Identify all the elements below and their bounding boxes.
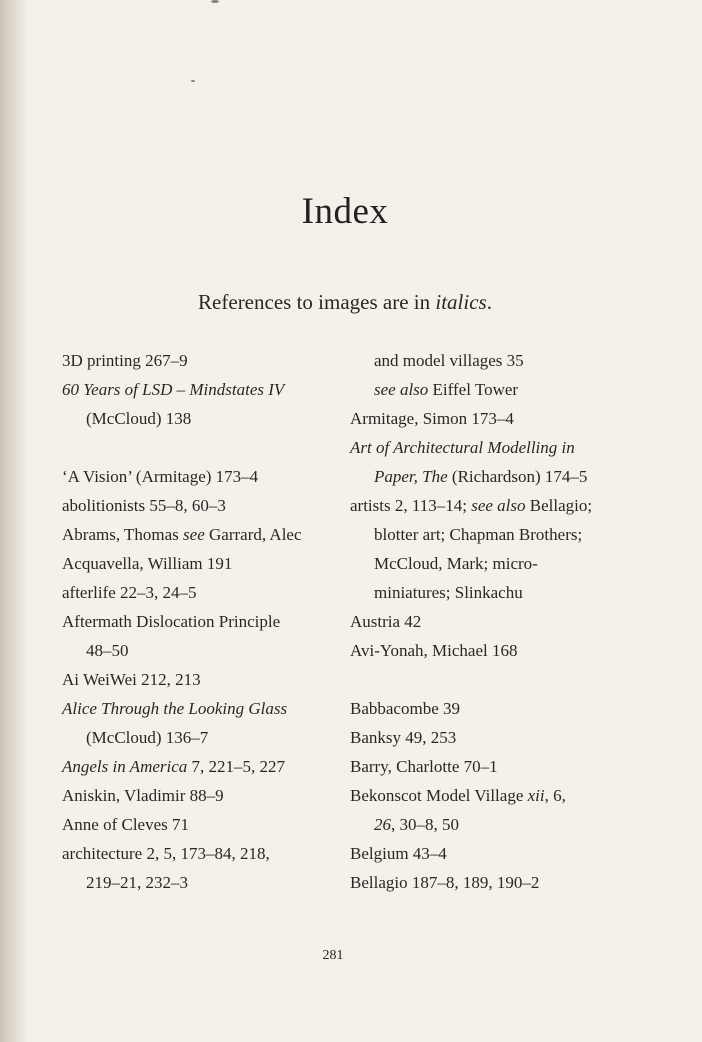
- index-entry-line: [62, 346, 352, 375]
- index-entry-line: [350, 433, 680, 462]
- index-entry-text: Abrams, Thomas: [62, 525, 184, 544]
- index-entry-italic: xii: [527, 786, 545, 805]
- index-entry-text: Anne of Cleves 71: [62, 815, 190, 834]
- index-section-gap: [62, 433, 352, 462]
- index-entry-text: (Richardson) 174–5: [447, 467, 588, 486]
- index-entry-italic: Angels in America: [62, 757, 188, 776]
- index-entry-text: Bekonscot Model Village: [350, 786, 528, 805]
- index-entry-text: Bellagio 187–8, 189, 190–2: [350, 873, 540, 892]
- index-entry-line: [350, 578, 680, 607]
- index-entry-text: , 30–8, 50: [391, 815, 459, 834]
- index-entry-text: Babbacombe 39: [350, 699, 460, 718]
- index-entry-text: 219–21, 232–3: [86, 873, 188, 892]
- index-entry-text: blotter art; Chapman Brothers;: [374, 525, 583, 544]
- index-entry-line: [62, 839, 352, 868]
- index-section-gap: [350, 665, 680, 694]
- index-entry-line: [350, 839, 680, 868]
- index-entry-italic: see: [183, 525, 205, 544]
- index-entry-text: afterlife 22–3, 24–5: [62, 583, 197, 602]
- index-entry-text: artists 2, 113–14;: [350, 496, 472, 515]
- index-entry-line: [62, 781, 352, 810]
- index-entry-text: architecture 2, 5, 173–84, 218,: [62, 844, 270, 863]
- index-note-italic: italics: [435, 290, 487, 314]
- index-entry-line: [350, 868, 680, 897]
- index-entry-italic: 60 Years of LSD – Mindstates IV: [62, 380, 285, 399]
- index-entry-italic: Paper, The: [374, 467, 448, 486]
- index-entry-line: [62, 549, 352, 578]
- index-entry-text: abolitionists 55–8, 60–3: [62, 496, 226, 515]
- index-entry-text: Garrard, Alec: [204, 525, 302, 544]
- index-entry-text: Eiffel Tower: [428, 380, 519, 399]
- index-entry-text: , 6,: [544, 786, 566, 805]
- index-entry-line: [350, 375, 680, 404]
- index-entry-text: Bellagio;: [525, 496, 593, 515]
- index-entry-italic: see also: [374, 380, 429, 399]
- index-entry-line: [350, 694, 680, 723]
- index-entry-text: Aftermath Dislocation Principle: [62, 612, 281, 631]
- index-entry-text: Banksy 49, 253: [350, 728, 457, 747]
- index-title: Index: [301, 191, 389, 232]
- index-entry-line: [350, 520, 680, 549]
- index-entry-line: [62, 868, 352, 897]
- index-entry-line: [62, 752, 352, 781]
- index-entry-text: McCloud, Mark; micro-: [374, 554, 538, 573]
- index-entry-line: [62, 636, 352, 665]
- index-entry-line: [62, 665, 352, 694]
- index-entry-line: [350, 549, 680, 578]
- index-entry-text: Aniskin, Vladimir 88–9: [62, 786, 224, 805]
- index-entry-line: [62, 810, 352, 839]
- index-entry-line: [62, 491, 352, 520]
- index-note: [0, 290, 690, 315]
- index-entry-text: Avi-Yonah, Michael 168: [350, 641, 518, 660]
- ink-speck: [211, 0, 219, 3]
- index-entry-text: 7, 221–5, 227: [187, 757, 286, 776]
- index-entry-line: [350, 462, 680, 491]
- index-entry-italic: Alice Through the Looking Glass: [62, 699, 288, 718]
- index-entry-line: [350, 636, 680, 665]
- index-entry-text: ‘A Vision’ (Armitage) 173–4: [62, 467, 259, 486]
- index-entry-line: [350, 607, 680, 636]
- index-entry-text: Armitage, Simon 173–4: [350, 409, 514, 428]
- index-entry-italic: 26: [374, 815, 391, 834]
- index-entry-line: [62, 462, 352, 491]
- index-entry-text: Barry, Charlotte 70–1: [350, 757, 498, 776]
- index-entry-italic: see also: [471, 496, 526, 515]
- index-entry-line: [62, 578, 352, 607]
- ink-speck: [191, 80, 195, 82]
- index-entry-line: [62, 694, 352, 723]
- index-entry-line: [62, 723, 352, 752]
- index-entry-italic: Art of Architectural Modelling in: [350, 438, 575, 457]
- index-entry-line: [62, 375, 352, 404]
- index-entry-line: [62, 520, 352, 549]
- index-entry-line: [350, 346, 680, 375]
- index-entry-line: [350, 752, 680, 781]
- index-entry-text: (McCloud) 136–7: [86, 728, 209, 747]
- index-entry-line: [62, 404, 352, 433]
- index-entry-line: [350, 404, 680, 433]
- index-entry-text: Austria 42: [350, 612, 422, 631]
- index-entry-text: and model villages 35: [374, 351, 524, 370]
- index-entry-line: [350, 810, 680, 839]
- page-gutter-shadow: [0, 0, 26, 1042]
- index-entry-text: (McCloud) 138: [86, 409, 192, 428]
- index-column-right: [350, 346, 680, 897]
- index-entry-text: Acquavella, William 191: [62, 554, 233, 573]
- index-entry-text: Belgium 43–4: [350, 844, 447, 863]
- index-entry-text: 48–50: [86, 641, 129, 660]
- index-entry-line: [350, 491, 680, 520]
- index-entry-line: [350, 723, 680, 752]
- index-entry-text: Ai WeiWei 212, 213: [62, 670, 201, 689]
- index-note-end: .: [486, 290, 492, 314]
- index-entry-text: 3D printing 267–9: [62, 351, 188, 370]
- index-entry-line: [62, 607, 352, 636]
- index-note-text: References to images are in: [198, 290, 436, 314]
- page-number: 281: [322, 948, 344, 963]
- index-column-left: [62, 346, 352, 897]
- index-entry-line: [350, 781, 680, 810]
- index-entry-text: miniatures; Slinkachu: [374, 583, 523, 602]
